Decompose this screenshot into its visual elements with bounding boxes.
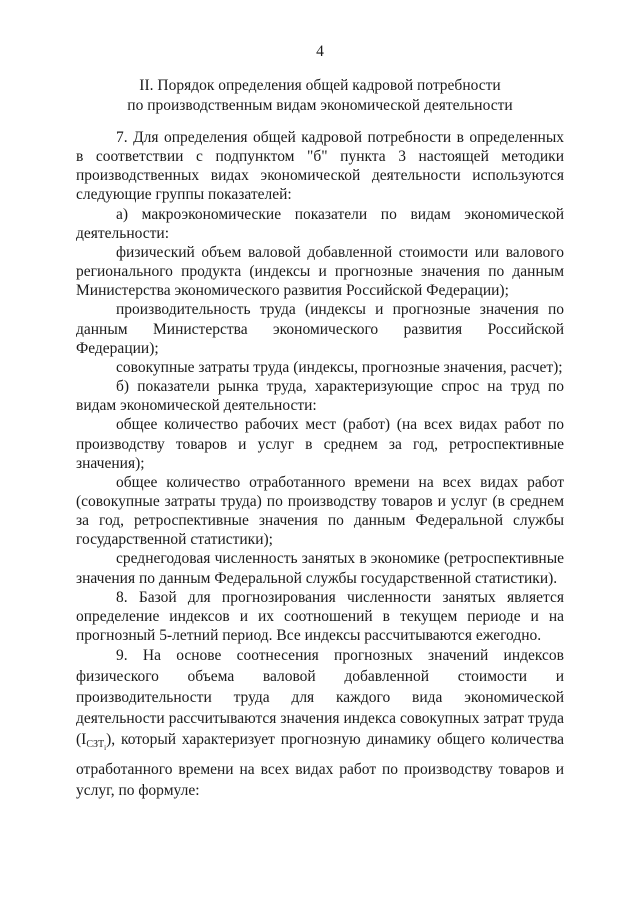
- list-item-hours-worked: общее количество отработанного времени на всех видах работ (совокупные затраты труда) по производству товаров и услуг (в среднем за год, ретроспективные значения по данным Федеральной службы государственной статистики);: [76, 473, 564, 549]
- page-number: 4: [316, 43, 324, 60]
- list-item-jobs-count: общее количество рабочих мест (работ) (на всех видах работ по производству товаров и услуг в среднем за год, ретроспективные значения);: [76, 416, 564, 472]
- list-item-employment: среднегодовая численность занятых в экономике (ретроспективные значения по данным Федеральной службы государственной статистики).: [76, 550, 564, 587]
- index-symbol-subscript: СЗТi: [86, 739, 107, 753]
- section-title: [70, 76, 570, 116]
- list-item-labor-productivity: производительность труда (индексы и прогнозные значения по данным Министерства экономического развития Российской Федерации);: [76, 301, 564, 357]
- index-symbol-subscript-2: i: [104, 744, 107, 753]
- paragraph-7: 7. Для определения общей кадровой потребности в определенных в соответствии с подпунктом "б" пункта 3 настоящей методики производственных видах экономической деятельности используются следующие группы показателей:: [76, 129, 564, 204]
- paragraph-7a: а) макроэкономические показатели по видам экономической деятельности:: [76, 205, 564, 242]
- index-symbol: [81, 731, 107, 753]
- list-item-gva-volume: физический объем валовой добавленной стоимости или валового регионального продукта (индексы и прогнозные значения по данным Министерства экономического развития Российской Федерации);: [76, 243, 564, 300]
- paragraph-9-text-before: 9. На основе соотнесения прогнозных значений индексов физического объема валовой добавленной стоимости и производительности труда для каждого вида экономической деятельности рассчитываются значения индекса совокупных затрат труда (: [76, 647, 564, 749]
- body-text: [76, 128, 564, 801]
- paragraph-7b: б) показатели рынка труда, характеризующие спрос на труд по видам экономической деятельности:: [76, 378, 564, 415]
- paragraph-8: 8. Базой для прогнозирования численности занятых является определение индексов и их соотношений в текущем периоде и на прогнозный 5-летний период. Все индексы рассчитываются ежегодно.: [76, 588, 564, 645]
- section-title-line-1: II. Порядок определения общей кадровой потребности: [139, 77, 501, 94]
- paragraph-9: [76, 645, 564, 801]
- section-title-line-2: по производственным видам экономической деятельности: [127, 97, 513, 114]
- paragraph-9-text-after: ), который характеризует прогнозную динамику общего количества отработанного времени на всех видах работ по производству товаров и услуг, по формуле:: [76, 731, 564, 800]
- index-symbol-main: I: [81, 731, 87, 749]
- list-item-total-labor-costs: совокупные затраты труда (индексы, прогнозные значения, расчет);: [116, 358, 563, 376]
